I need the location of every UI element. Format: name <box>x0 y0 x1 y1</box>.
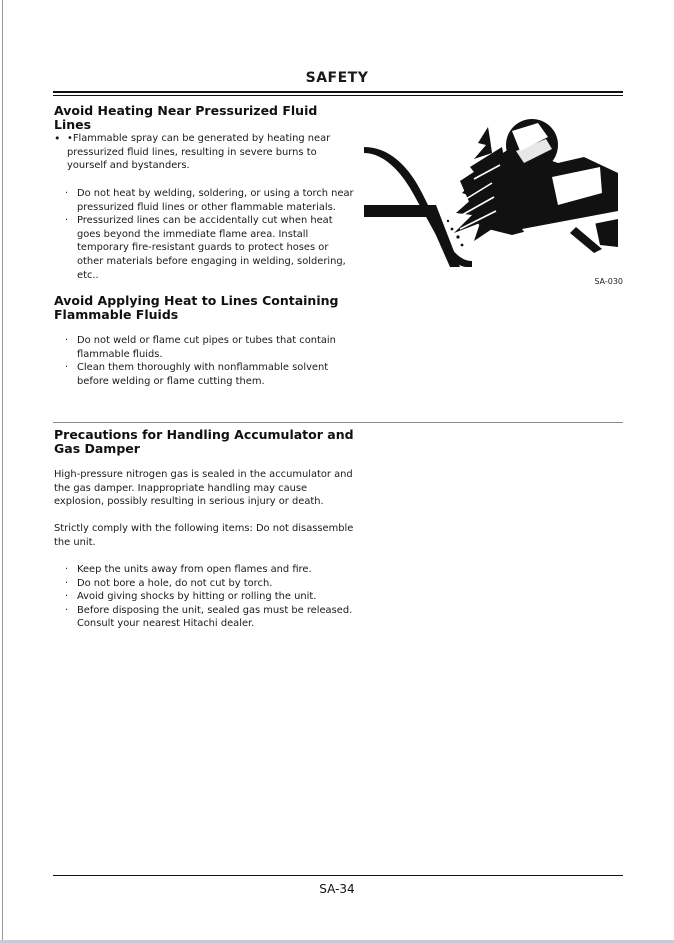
list-item: · Keep the units away from open flames and fire. <box>65 564 312 575</box>
list-item: · Pressurized lines can be accidentally cut when heat goes beyond the immediate flame area. Install temporary fire-resistant guards to protect hoses or other materials before engaging in welding, soldering, etc.. <box>65 215 346 281</box>
list-item: · Do not bore a hole, do not cut by torch. <box>65 577 273 589</box>
section-divider <box>53 422 623 423</box>
list-item: · Do not heat by welding, soldering, or using a torch near pressurized fluid lines or other flammable materials. <box>65 188 354 213</box>
accumulator-precautions-list <box>54 563 354 631</box>
header-rule-thin <box>53 95 623 96</box>
page-title: SAFETY <box>305 70 369 86</box>
header-rule-thick <box>53 91 623 93</box>
accumulator-paragraph: High-pressure nitrogen gas is sealed in the accumulator and the gas damper. Inappropriate handling may cause explosion, possibly resulting in serious injury or death. <box>54 469 353 508</box>
welding-torch-illustration <box>362 117 620 269</box>
illustration-code: SA-030 <box>594 277 623 286</box>
footer-rule <box>53 875 623 876</box>
section-heading-flammable-fluids: Avoid Applying Heat to Lines Containing Flammable Fluids <box>54 293 339 322</box>
flammable-fluids-list <box>54 334 354 388</box>
page-number: SA-34 <box>319 882 355 896</box>
section-heading-accumulator: Precautions for Handling Accumulator and Gas Damper <box>54 427 354 456</box>
list-item: · Clean them thoroughly with nonflammable solvent before welding or flame cutting them. <box>65 362 329 387</box>
section-heading-heating-near-lines: Avoid Heating Near Pressurized Fluid Lines <box>54 103 318 132</box>
comply-paragraph: Strictly comply with the following items: Do not disassemble the unit. <box>54 523 354 548</box>
list-item: · Avoid giving shocks by hitting or rolling the unit. <box>65 591 317 603</box>
list-item: · Before disposing the unit, sealed gas must be released. Consult your nearest Hitachi dealer. <box>65 604 353 630</box>
bullet-flammable-spray <box>54 132 354 173</box>
bullet-marker: • <box>54 132 61 145</box>
heating-precautions-list <box>54 187 354 282</box>
bullet-text: •Flammable spray can be generated by heating near pressurized fluid lines, resulting in severe burns to yourself and bystanders. <box>67 133 331 172</box>
list-item: · Do not weld or flame cut pipes or tubes that contain flammable fluids. <box>65 335 336 360</box>
page-left-border <box>2 0 3 943</box>
